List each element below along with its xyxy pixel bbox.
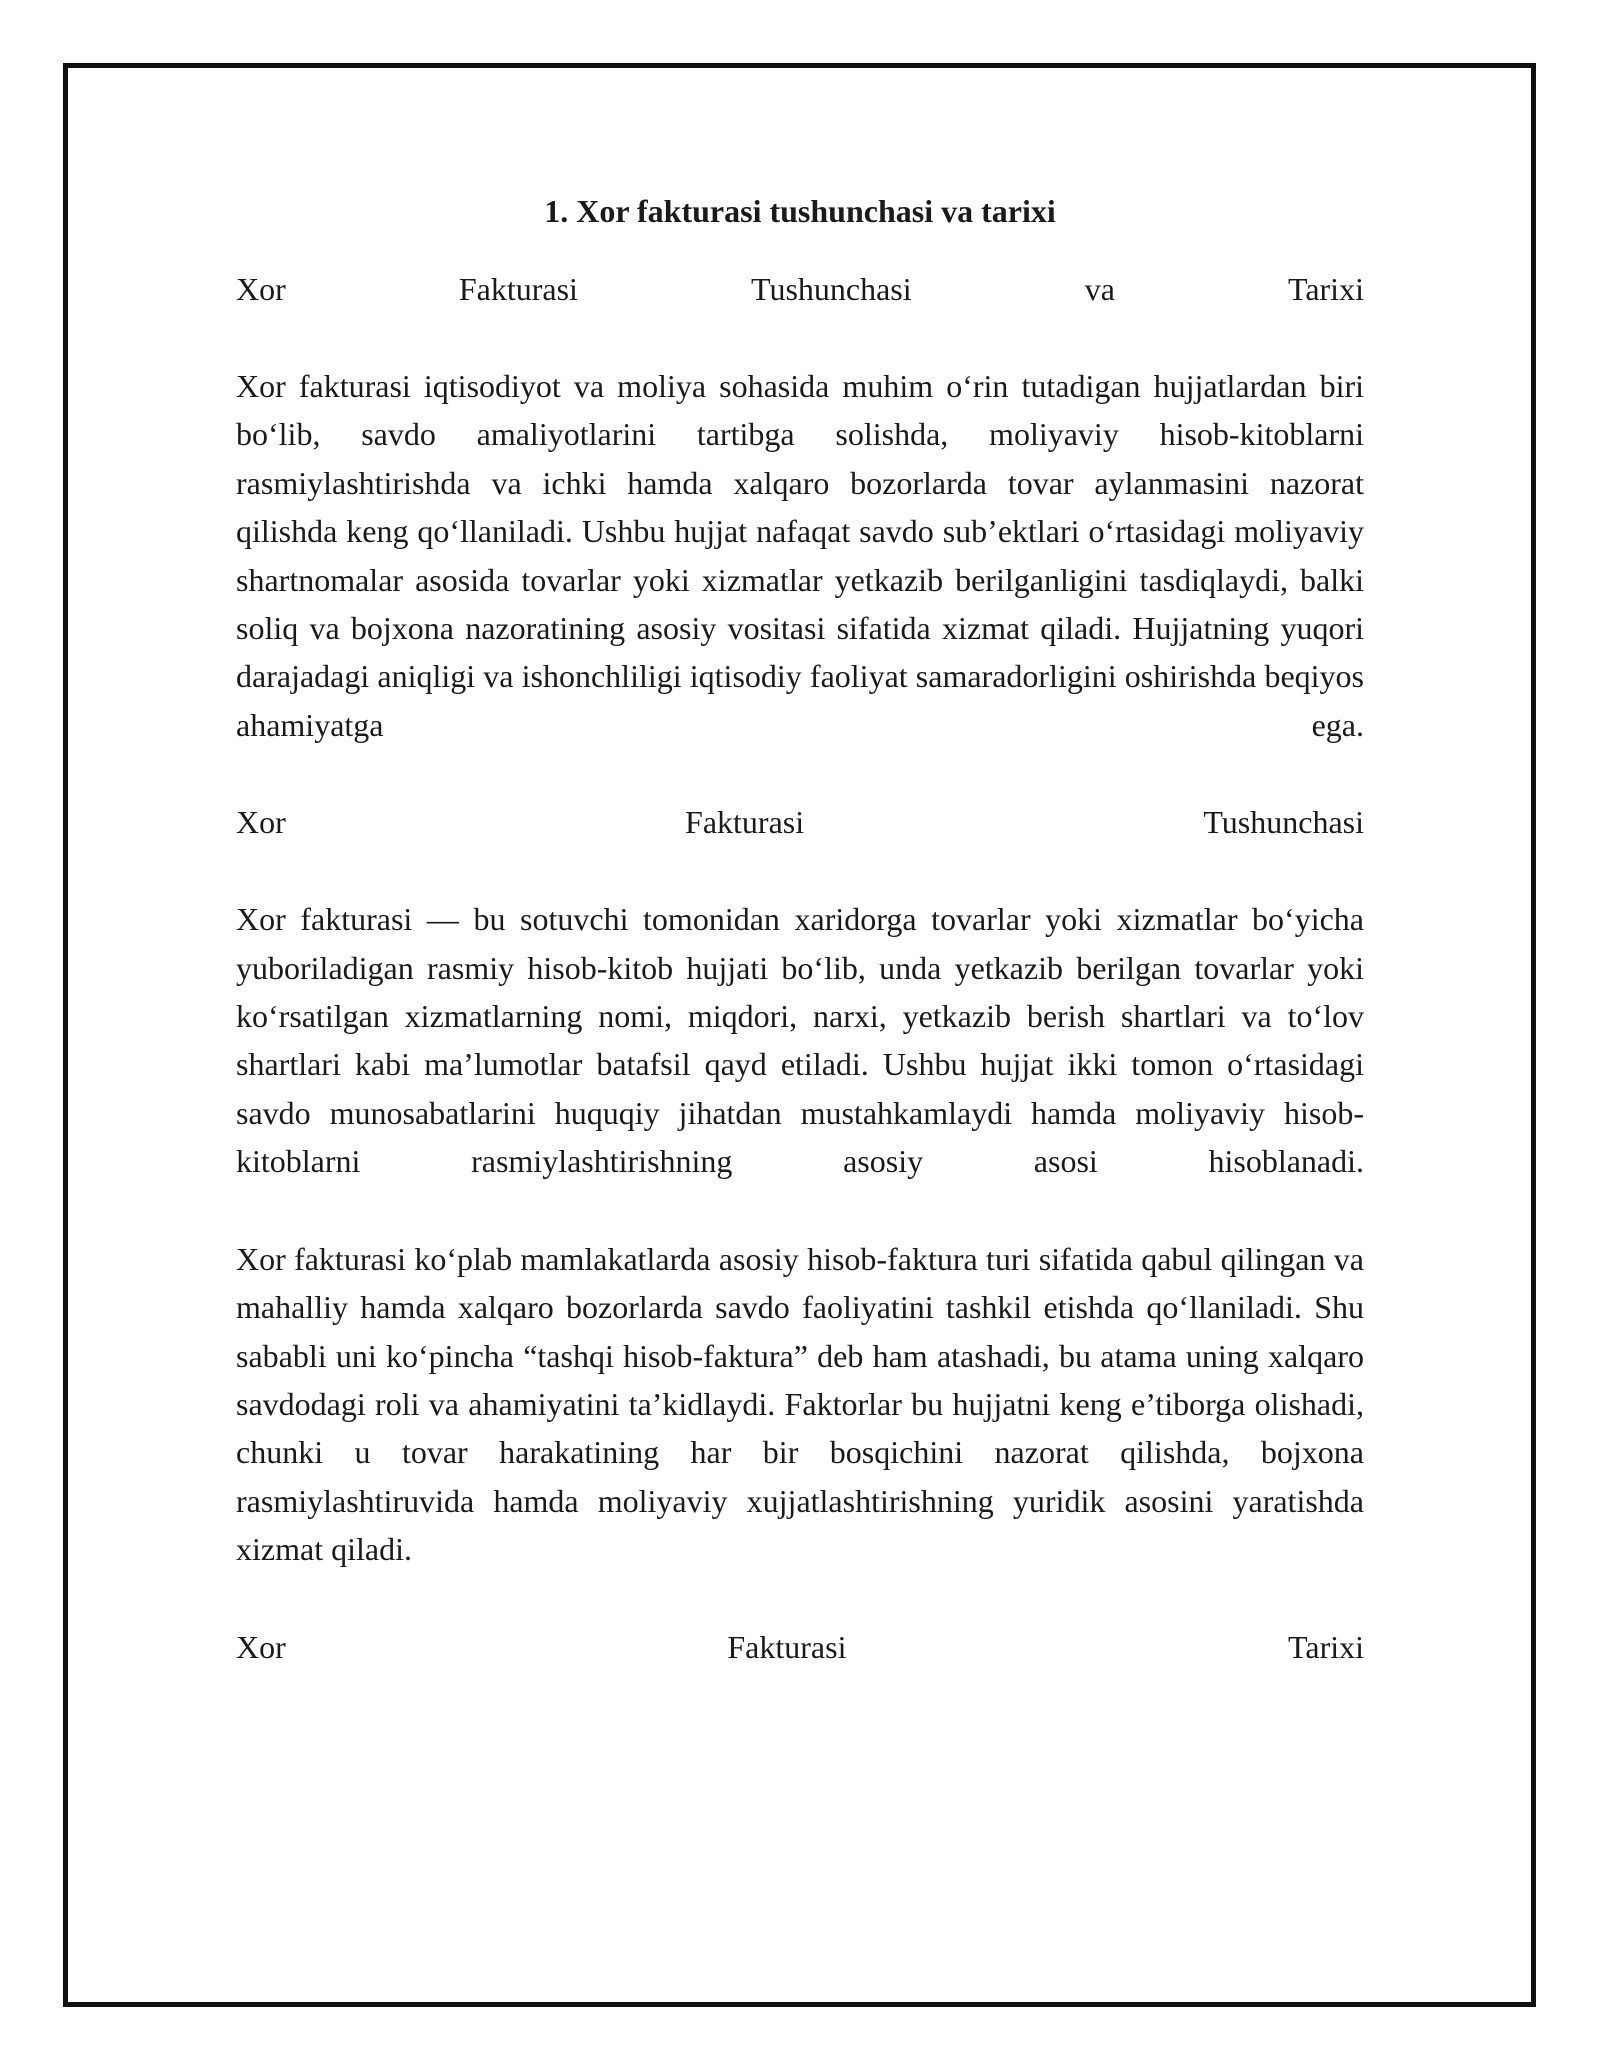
subheading-word: Fakturasi bbox=[458, 271, 578, 307]
subheading-word: Xor bbox=[236, 804, 286, 841]
subheading-word: Fakturasi bbox=[727, 1628, 847, 1665]
paragraph-intro: Xor fakturasi iqtisodiyot va moliya sohasida muhim o‘rin tutadigan hujjatlardan biri bo‘lib, savdo amaliyotlarini tartibga solishda, moliyaviy hisob-kitoblarni rasmiylashtirishda va ichki hamda xalqaro bozorlarda tovar aylanmasini nazorat qilishda keng qo‘llaniladi. Ushbu hujjat nafaqat savdo sub’ektlari o‘rtasidagi moliyaviy shartnomalar asosida tovarlar yoki xizmatlar yetkazib berilganligini tasdiqlaydi, balki soliq va bojxona nazoratining asosiy vositasi sifatida xizmat qiladi. Hujjatning yuqori darajadagi aniqligi va ishonchliligi iqtisodiy faoliyat samaradorligini oshirishda beqiyos ahamiyatga ega. bbox=[236, 368, 1364, 743]
paragraph-gap bbox=[236, 1574, 1364, 1623]
subheading-history bbox=[236, 1623, 1364, 1671]
subheading-word: Tushunchasi bbox=[751, 271, 912, 307]
section-heading: 1. Xor fakturasi tushunchasi va tarixi bbox=[544, 193, 1056, 229]
subheading-word: Fakturasi bbox=[685, 804, 805, 841]
subheading-concept-history bbox=[236, 265, 1364, 313]
subheading-word: Xor bbox=[236, 271, 286, 307]
subheading-word: Tushunchasi bbox=[1203, 804, 1364, 841]
paragraph-definition: Xor fakturasi — bu sotuvchi tomonidan xaridorga tovarlar yoki xizmatlar bo‘yicha yuboriladigan rasmiy hisob-kitob hujjati bo‘lib, unda yetkazib berilgan tovarlar yoki ko‘rsatilgan xizmatlarning nomi, miqdori, narxi, yetkazib berish shartlari va to‘lov shartlari kabi ma’lumotlar batafsil qayd etiladi. Ushbu hujjat ikki tomon o‘rtasidagi savdo munosabatlarini huquqiy jihatdan mustahkamlaydi hamda moliyaviy hisob-kitoblarni rasmiylashtirishning asosiy asosi hisoblanadi. bbox=[236, 901, 1364, 1180]
paragraph-gap bbox=[236, 313, 1364, 362]
document-body bbox=[236, 185, 1364, 1671]
subheading-word: Tarixi bbox=[1288, 1628, 1364, 1665]
subheading-concept bbox=[236, 798, 1364, 846]
paragraph-gap bbox=[236, 1186, 1364, 1235]
paragraph-usage: Xor fakturasi ko‘plab mamlakatlarda asosiy hisob-faktura turi sifatida qabul qilingan va mahalliy hamda xalqaro bozorlarda savdo faoliyatini tashkil etishda qo‘llaniladi. Shu sababli uni ko‘pincha “tashqi hisob-faktura” deb ham atashadi, bu atama uning xalqaro savdodagi roli va ahamiyatini ta’kidlaydi. Faktorlar bu hujjatni keng e’tiborga olishadi, chunki u tovar harakatining har bir bosqichini nazorat qilishda, bojxona rasmiylashtiruvida hamda moliyaviy xujjatlashtirishning yuridik asosini yaratishda xizmat qiladi. bbox=[236, 1240, 1364, 1568]
subheading-word: Tarixi bbox=[1288, 271, 1364, 307]
subheading-word: va bbox=[1084, 271, 1115, 307]
paragraph-gap bbox=[236, 749, 1364, 798]
subheading-word: Xor bbox=[236, 1628, 286, 1665]
paragraph-gap bbox=[236, 846, 1364, 895]
